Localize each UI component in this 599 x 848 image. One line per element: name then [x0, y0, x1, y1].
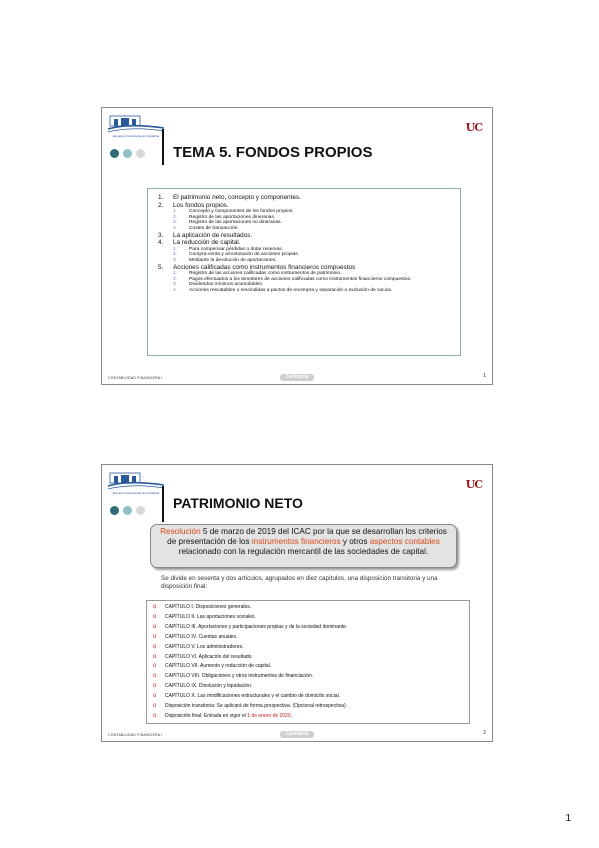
logo-caption: Escuela Universitaria de Cantabria [112, 491, 160, 495]
toc-subitem: 1. Para compensar pérdidas o dotar reservas. [173, 246, 284, 252]
dot-mid-icon [123, 149, 132, 158]
toc-subitem: 1. Concepto y componentes de los fondos propios. [173, 209, 294, 215]
footer-course: CONTABILIDAD FINANCIERA I [108, 376, 163, 380]
bullet-icon: o [153, 633, 157, 640]
table-of-contents [147, 188, 461, 356]
bullet-icon: o [153, 703, 157, 710]
sheet-page-number: 1 [565, 813, 571, 824]
bullet-icon: o [153, 663, 157, 670]
footer-badge: Cantabria [280, 374, 314, 381]
entry-date: 1 de enero de 2020 [247, 712, 291, 719]
bullet-icon: o [153, 604, 157, 610]
toc-subitem: 4. Costes de transacción. [173, 225, 239, 231]
resolution-highlight: instrumentos financieros [251, 537, 341, 546]
dot-dark-icon [110, 149, 119, 158]
toc-subitem: 2. Pagos efectuados a los tenedores de acciones calificadas como instrumentos financieros compuestos. [173, 276, 412, 282]
resolution-text: relacionado con la regulación mercantil de las sociedades de capital. [178, 547, 429, 556]
dot-light-icon [136, 149, 145, 158]
toc-subitem: 4. Acciones rescatables o rescindidas a pactos de recompra y separación o exclusión de socios. [173, 287, 393, 293]
list-item: o CAPÍTULO X. Las modificaciones estructurales y el cambio de domicilio social. [153, 692, 463, 702]
school-building-icon [108, 471, 164, 491]
list-item: o CAPÍTULO I. Disposiciones generales. [153, 603, 463, 613]
footer-badge: Cantabria [280, 731, 314, 738]
list-item: o Disposición final: Entrada en vigor el 1 de enero de 2020. [153, 712, 463, 722]
bullet-icon: o [153, 712, 157, 719]
slide-1 [101, 107, 493, 385]
list-item: o CAPÍTULO V. Los administradores. [153, 643, 463, 653]
uc-logo: UC [465, 121, 482, 134]
list-item: o CAPÍTULO VII. Aumento y reducción de capital. [153, 662, 463, 672]
bullet-icon: o [153, 653, 157, 660]
toc-item: 5. Acciones calificadas como instrumentos financieros compuestos [158, 263, 356, 271]
toc-subitem: 1. Registro de las acciones calificadas como instrumentos de patrimonio. [173, 271, 342, 277]
title-divider [162, 129, 164, 165]
school-logo [108, 114, 164, 140]
school-logo [108, 471, 164, 497]
list-item: o CAPÍTULO VIII. Obligaciones y otros instrumentos de financiación. [153, 672, 463, 682]
toc-item: 4. La reducción de capital. [158, 239, 241, 247]
bullet-icon: o [153, 693, 157, 700]
slide-title: PATRIMONIO NETO [173, 495, 303, 511]
slide-title: TEMA 5. FONDOS PROPIOS [173, 144, 373, 161]
list-item: o CAPÍTULO IX. Disolución y liquidación. [153, 682, 463, 692]
slide-page-number: 2 [483, 730, 486, 736]
title-divider [162, 486, 164, 522]
resolution-text: y otros [340, 537, 370, 546]
toc-subitem: 2. Registro de las aportaciones dinerarias. [173, 214, 276, 220]
bullet-icon: o [153, 643, 157, 650]
bullet-icon: o [153, 623, 157, 630]
bullet-icon: o [153, 683, 157, 690]
toc-subitem: 3. Dividendos mínimos acumulables. [173, 282, 264, 288]
resolution-text: 5 de marzo de 2019 del ICAC por la que se desarrollan los criterios de presentación de los [167, 527, 447, 546]
footer-course: CONTABILIDAD FINANCIERA I [108, 733, 163, 737]
slide-2 [101, 464, 493, 742]
slide-page-number: 1 [483, 373, 486, 379]
decorative-dots [110, 502, 149, 520]
resolution-highlight: aspectos contables [369, 537, 440, 546]
school-building-icon [108, 114, 164, 134]
toc-subitem: 2. Compra-venta y amortización de acciones propias. [173, 252, 300, 258]
list-item: o CAPÍTULO IV. Cuentas anuales. [153, 633, 463, 643]
toc-subitem: 3. Mediante la devolución de aportaciones. [173, 257, 277, 263]
decorative-dots [110, 145, 149, 163]
toc-item: 2. Los fondos propios. [158, 201, 229, 209]
list-item: o CAPÍTULO II. Las aportaciones sociales. [153, 613, 463, 623]
bullet-icon: o [153, 613, 157, 620]
uc-logo: UC [465, 478, 482, 491]
resolution-box [150, 524, 457, 568]
list-item: o CAPÍTULO VI. Aplicación del resultado. [153, 653, 463, 663]
toc-item: 3. La aplicación de resultados. [158, 231, 253, 239]
toc-subitem: 3. Registro de las aportaciones no dinerarias. [173, 220, 282, 226]
logo-caption: Escuela Universitaria de Cantabria [112, 134, 160, 138]
toc-item: 1. El patrimonio neto, concepto y componentes. [158, 194, 301, 201]
list-item: o Disposición transitoria: Se aplicará de forma prospectiva. (Opcional retrospectiva). [153, 702, 463, 712]
structure-description: Se divide en sesenta y dos artículos, agrupados en diez capítulos, una disposición transitoria y una disposición final: [161, 575, 438, 591]
dot-mid-icon [123, 506, 132, 515]
bullet-icon: o [153, 673, 157, 680]
list-item: o CAPÍTULO III. Aportaciones y participaciones propias y de la sociedad dominante. [153, 623, 463, 633]
chapter-list [146, 600, 470, 724]
dot-dark-icon [110, 506, 119, 515]
resolution-label: Resolución [160, 527, 201, 536]
dot-light-icon [136, 506, 145, 515]
